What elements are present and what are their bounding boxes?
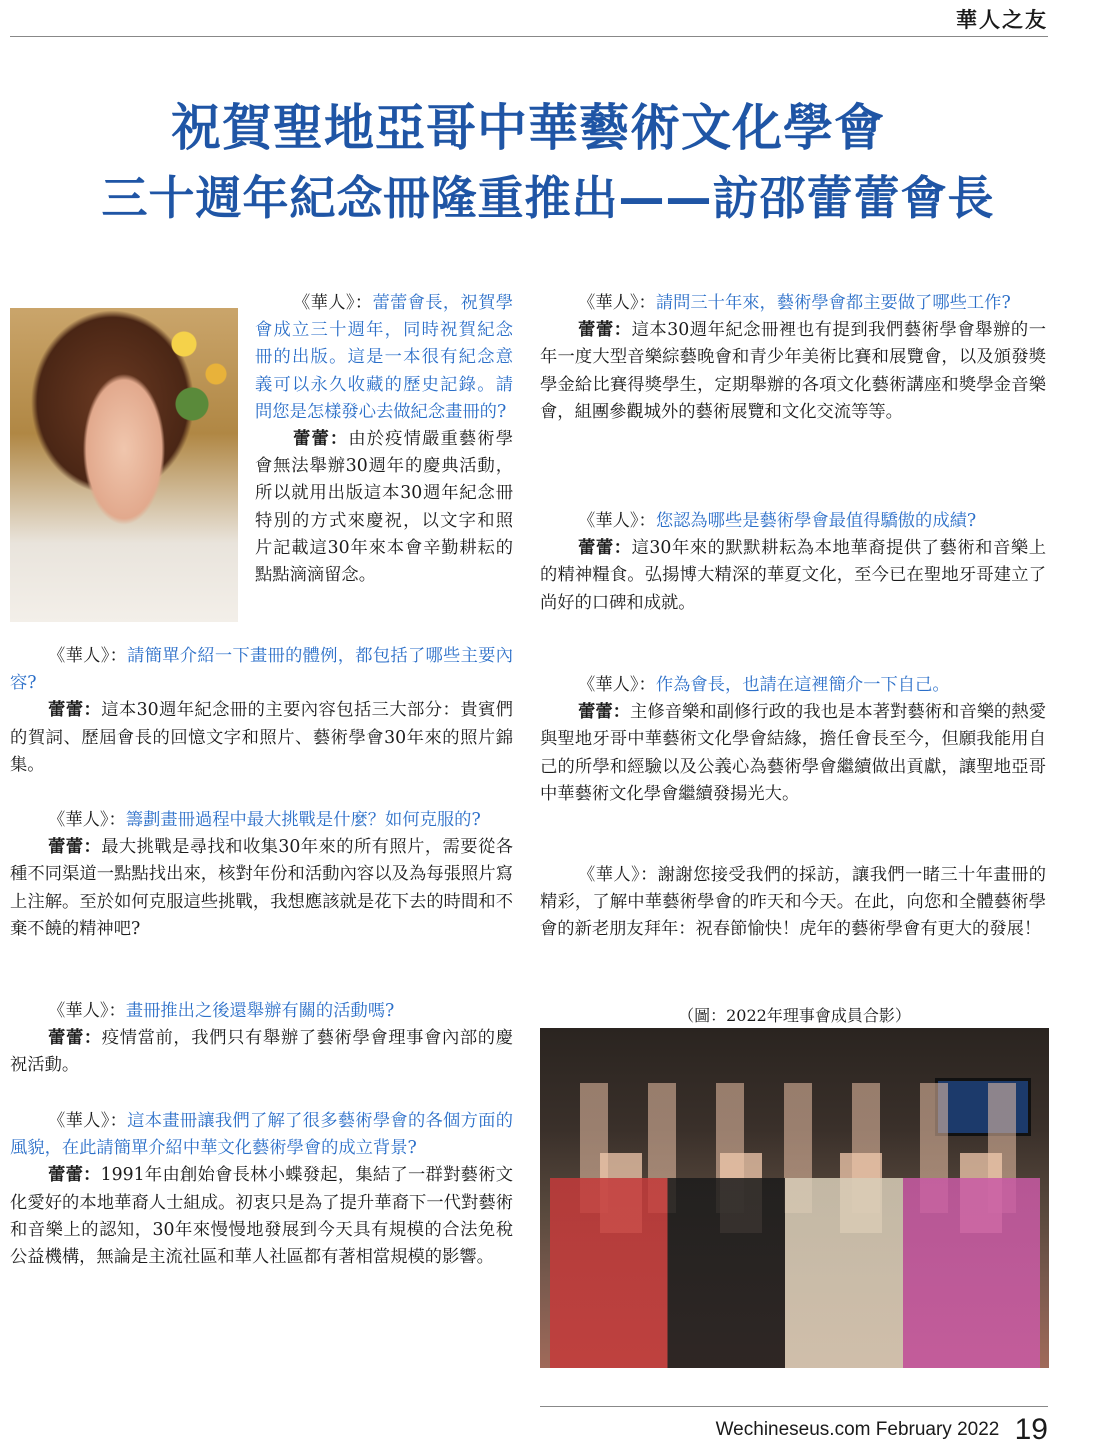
- page-number: 19: [1014, 1413, 1048, 1446]
- answer-text: 這30年來的默默耕耘為本地華裔提供了藝術和音樂上的精神糧食。弘揚博大精深的華夏文化，至今已在聖地牙哥建立了尚好的口碑和成就。: [540, 538, 1046, 613]
- footer-site: Wechineseus.com: [715, 1419, 871, 1440]
- left-qa-1: [10, 643, 513, 779]
- question-text: 您認為哪些是藝術學會最值得驕傲的成績?: [655, 511, 977, 531]
- intro-question-block: [255, 290, 513, 589]
- question-text: 作為會長，也請在這裡簡介一下自己。: [655, 675, 950, 695]
- top-rule: [10, 36, 1048, 37]
- footer-rule: [540, 1406, 1048, 1407]
- answer-text: 1991年由創始會長林小蝶發起，集結了一群對藝術文化愛好的本地華裔人士組成。初衷只是為了提升華裔下一代對藝術和音樂上的認知，30年來慢慢地發展到今天具有規模的合法免稅公益機構，無論是主流社區和華人社區都有著相當規模的影響。: [10, 1165, 513, 1268]
- right-qa-3: [540, 672, 1046, 808]
- closing-block: [540, 862, 1046, 944]
- question-text: 這本畫冊讓我們了解了很多藝術學會的各個方面的風貌，在此請簡單介紹中華文化藝術學會的成立背景?: [10, 1111, 513, 1159]
- left-qa-3: [10, 998, 513, 1080]
- answer-label: 蕾蕾：: [48, 1028, 102, 1049]
- closing-text: 謝謝您接受我們的採訪，讓我們一睹三十年畫冊的精彩，了解中華藝術學會的昨天和今天。在此，向您和全體藝術學會的新老朋友拜年：祝春節愉快！虎年的藝術學會有更大的發展！: [540, 865, 1046, 940]
- portrait-photo: [10, 308, 238, 622]
- question-label: 《華人》：: [578, 675, 656, 695]
- answer-label: 蕾蕾：: [578, 320, 632, 341]
- photo-caption: （圖：2022年理事會成員合影）: [678, 1006, 911, 1025]
- question-text: 請問三十年來，藝術學會都主要做了哪些工作?: [655, 293, 1011, 313]
- group-photo: [540, 1028, 1049, 1368]
- headline-line-1: 祝賀聖地亞哥中華藝術文化學會: [171, 99, 885, 157]
- answer-text: 由於疫情嚴重藝術學會無法舉辦30週年的慶典活動，所以就用出版這本30週年紀念冊特別的方式來慶祝，以文字和照片記載這30年來本會辛勤耕耘的點點滴滴留念。: [255, 429, 513, 586]
- flowers-decoration: [160, 308, 238, 428]
- question-label: 《華人》：: [48, 1111, 128, 1131]
- question-text: 請簡單介紹一下畫冊的體例，都包括了哪些主要內容?: [10, 646, 513, 694]
- closing-label: 《華人》：: [578, 865, 658, 885]
- answer-label: 蕾蕾：: [48, 700, 102, 721]
- right-qa-2: [540, 508, 1046, 617]
- question-text: 籌劃畫冊過程中最大挑戰是什麼？如何克服的?: [125, 810, 481, 830]
- answer-text: 主修音樂和副修行政的我也是本著對藝術和音樂的熱愛與聖地牙哥中華藝術文化學會結緣，擔任會長至今，但願我能用自己的所學和經驗以及公義心為藝術學會繼續做出貢獻，讓聖地亞哥中華藝術文化學會繼續發揚光大。: [540, 702, 1046, 804]
- front-row: [550, 1178, 1040, 1368]
- left-qa-2: [10, 807, 513, 943]
- answer-text: 疫情當前，我們只有舉辦了藝術學會理事會內部的慶祝活動。: [10, 1028, 513, 1076]
- answer-label: 蕾蕾：: [578, 702, 631, 723]
- answer-label: 蕾蕾：: [293, 429, 349, 450]
- question-label: 《華人》：: [578, 293, 656, 313]
- question-label: 《華人》：: [293, 293, 373, 313]
- answer-text: 這本30週年紀念冊裡也有提到我們藝術學會舉辦的一年一度大型音樂綜藝晚會和青少年美術比賽和展覽會，以及頒發獎學金給比賽得獎學生，定期舉辦的各項文化藝術講座和獎學金音樂會，組團參觀城外的藝術展覽和文化交流等等。: [540, 320, 1046, 422]
- answer-text: 這本30週年紀念冊的主要內容包括三大部分：貴賓們的賀詞、歷屆會長的回憶文字和照片、藝術學會30年來的照片錦集。: [10, 700, 513, 775]
- right-qa-1: [540, 290, 1046, 426]
- answer-label: 蕾蕾：: [48, 1165, 101, 1186]
- answer-text: 最大挑戰是尋找和收集30年來的所有照片，需要從各種不同渠道一點點找出來，核對年份和活動內容以及為每張照片寫上注解。至於如何克服這些挑戰，我想應該就是花下去的時間和不棄不饒的精神吧?: [10, 837, 513, 939]
- question-text: 畫冊推出之後還舉辦有關的活動嗎?: [125, 1001, 395, 1021]
- headline-line-2: 三十週年紀念冊隆重推出——訪邵蕾蕾會長: [101, 171, 995, 225]
- left-qa-4: [10, 1108, 513, 1271]
- question-label: 《華人》：: [48, 1001, 126, 1021]
- answer-label: 蕾蕾：: [578, 538, 632, 559]
- masthead: 華人之友: [956, 7, 1048, 32]
- question-label: 《華人》：: [578, 511, 656, 531]
- footer-date: February 2022: [875, 1419, 1000, 1440]
- footer: [715, 1409, 1048, 1446]
- question-text: 蕾蕾會長，祝賀學會成立三十週年，同時祝賀紀念冊的出版。這是一本很有紀念意義可以永久收藏的歷史記錄。請問您是怎樣發心去做紀念畫冊的?: [255, 293, 513, 422]
- answer-label: 蕾蕾：: [48, 837, 102, 858]
- question-label: 《華人》：: [48, 810, 126, 830]
- question-label: 《華人》：: [48, 646, 128, 666]
